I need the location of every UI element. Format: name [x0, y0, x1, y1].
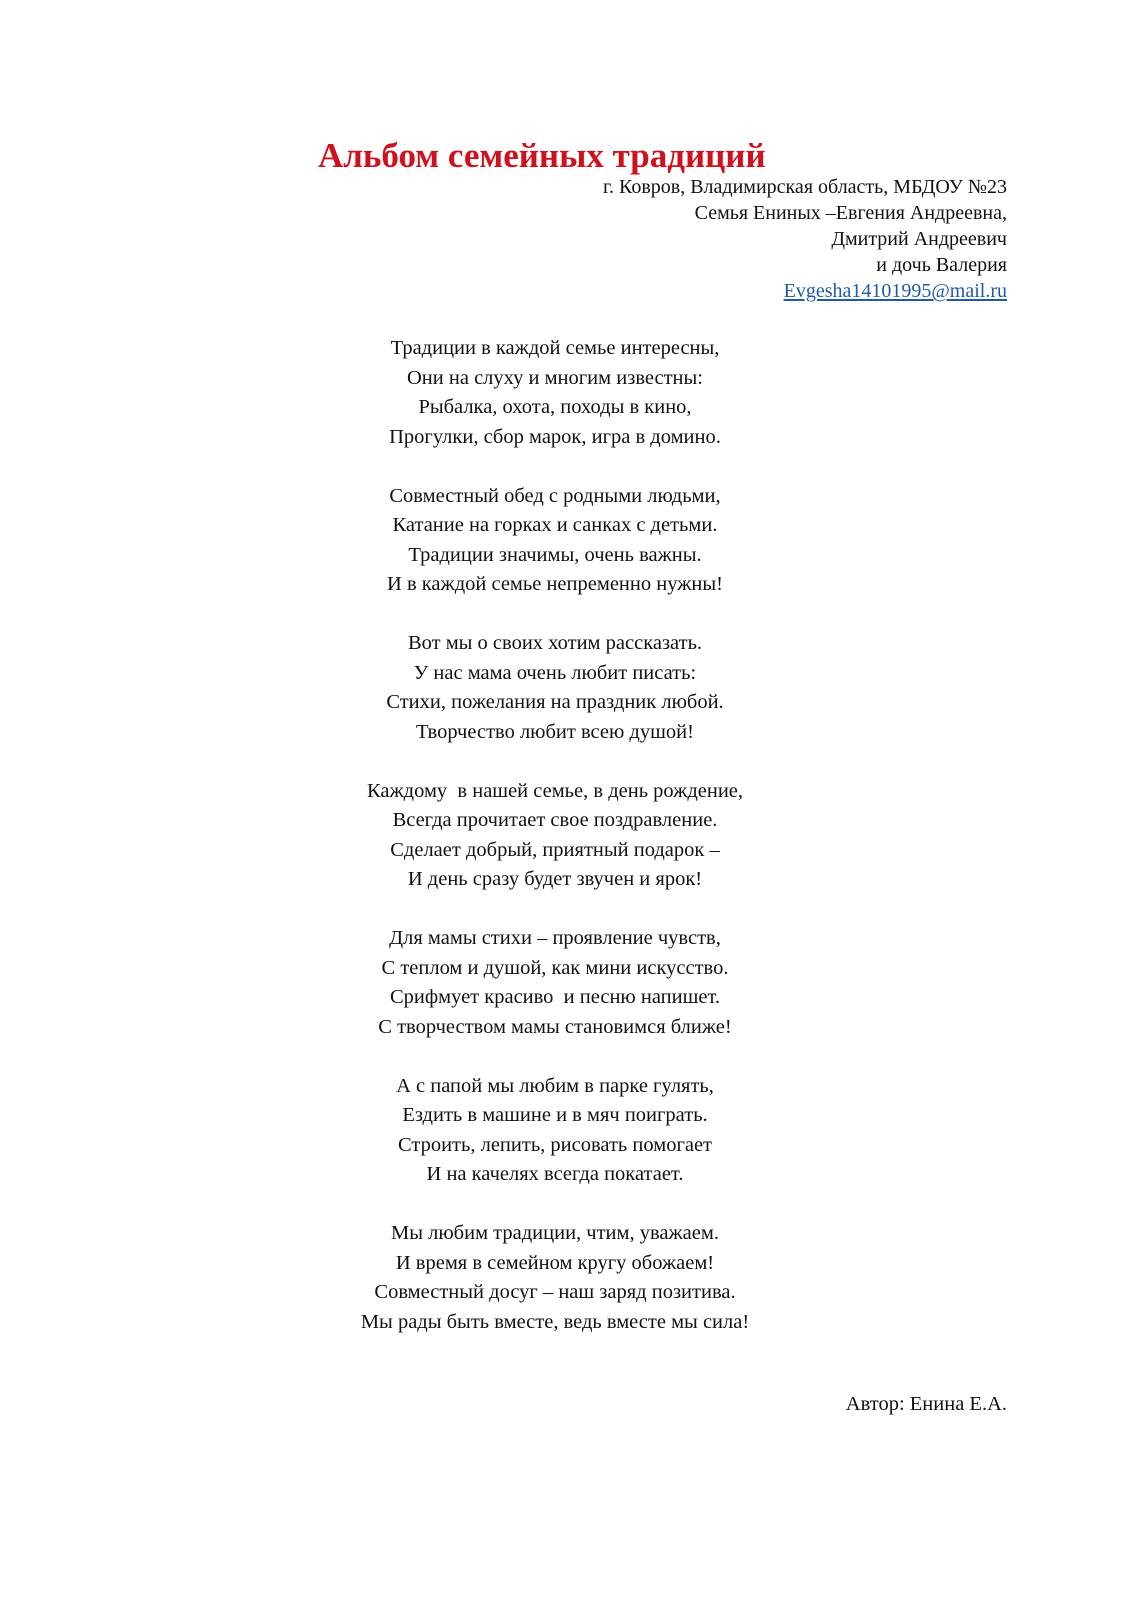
poem-line: Каждому в нашей семье, в день рождение,	[366, 779, 744, 802]
poem-line: Стихи, пожелания на праздник любой.	[386, 691, 724, 713]
poem-line: Вот мы о своих хотим рассказать.	[407, 632, 703, 654]
poem-line: У нас мама очень любит писать:	[413, 661, 697, 684]
poem-line: С теплом и душой, как мини искусство.	[381, 956, 729, 979]
poem-line: И время в семейном кругу обожаем!	[395, 1251, 715, 1274]
poem-stanza	[255, 1072, 855, 1190]
poem	[255, 334, 855, 1367]
poem-line: Мы любим традиции, чтим, уважаем.	[391, 1222, 719, 1244]
poem-line: Мы рады быть вместе, ведь вместе мы сила!	[360, 1310, 750, 1333]
daughter-name-line: и дочь Валерия	[876, 254, 1007, 276]
poem-stanza	[255, 777, 855, 895]
author-signature: Автор: Енина Е.А.	[845, 1393, 1007, 1415]
poem-line: Катание на горках и санках с детьми.	[392, 514, 718, 536]
family-name-line: Семья Ениных –Евгения Андреевна,	[694, 202, 1007, 224]
poem-line: Прогулки, сбор марок, игра в домино.	[389, 425, 721, 448]
family-info-block	[603, 174, 1007, 304]
poem-line: Всегда прочитает свое поздравление.	[392, 809, 718, 831]
poem-line: Традиции в каждой семье интересны,	[390, 337, 720, 359]
poem-stanza	[255, 924, 855, 1042]
poem-line: Они на слуху и многим известны:	[407, 366, 703, 389]
poem-line: С творчеством мамы становимся ближе!	[378, 1015, 732, 1038]
location-line: г. Ковров, Владимирская область, МБДОУ №23	[603, 176, 1007, 198]
poem-line: Срифмует красиво и песню напишет.	[389, 986, 721, 1008]
poem-line: Ездить в машине и в мяч поиграть.	[402, 1104, 708, 1126]
poem-line: Рыбалка, охота, походы в кино,	[418, 396, 692, 418]
poem-line: Для мамы стихи – проявление чувств,	[389, 927, 721, 949]
document-title: Альбом семейных традиций	[318, 136, 766, 175]
poem-line: И день сразу будет звучен и ярок!	[407, 868, 703, 890]
poem-line: Сделает добрый, приятный подарок –	[390, 838, 720, 861]
poem-stanza	[255, 629, 855, 747]
father-name-line: Дмитрий Андреевич	[831, 228, 1007, 250]
poem-line: Творчество любит всею душой!	[416, 720, 694, 743]
email-link[interactable]: Evgesha14101995@mail.ru	[783, 280, 1007, 302]
poem-line: И на качелях всегда покатает.	[426, 1163, 684, 1185]
poem-stanza	[255, 1219, 855, 1337]
poem-line: Совместный обед с родными людьми,	[389, 484, 721, 507]
poem-line: Совместный досуг – наш заряд позитива.	[374, 1281, 736, 1303]
poem-line: А с папой мы любим в парке гулять,	[396, 1074, 714, 1097]
poem-line: И в каждой семье непременно нужны!	[387, 573, 723, 595]
poem-line: Традиции значимы, очень важны.	[408, 543, 702, 566]
poem-stanza	[255, 482, 855, 600]
poem-line: Строить, лепить, рисовать помогает	[397, 1133, 713, 1156]
poem-stanza	[255, 334, 855, 452]
